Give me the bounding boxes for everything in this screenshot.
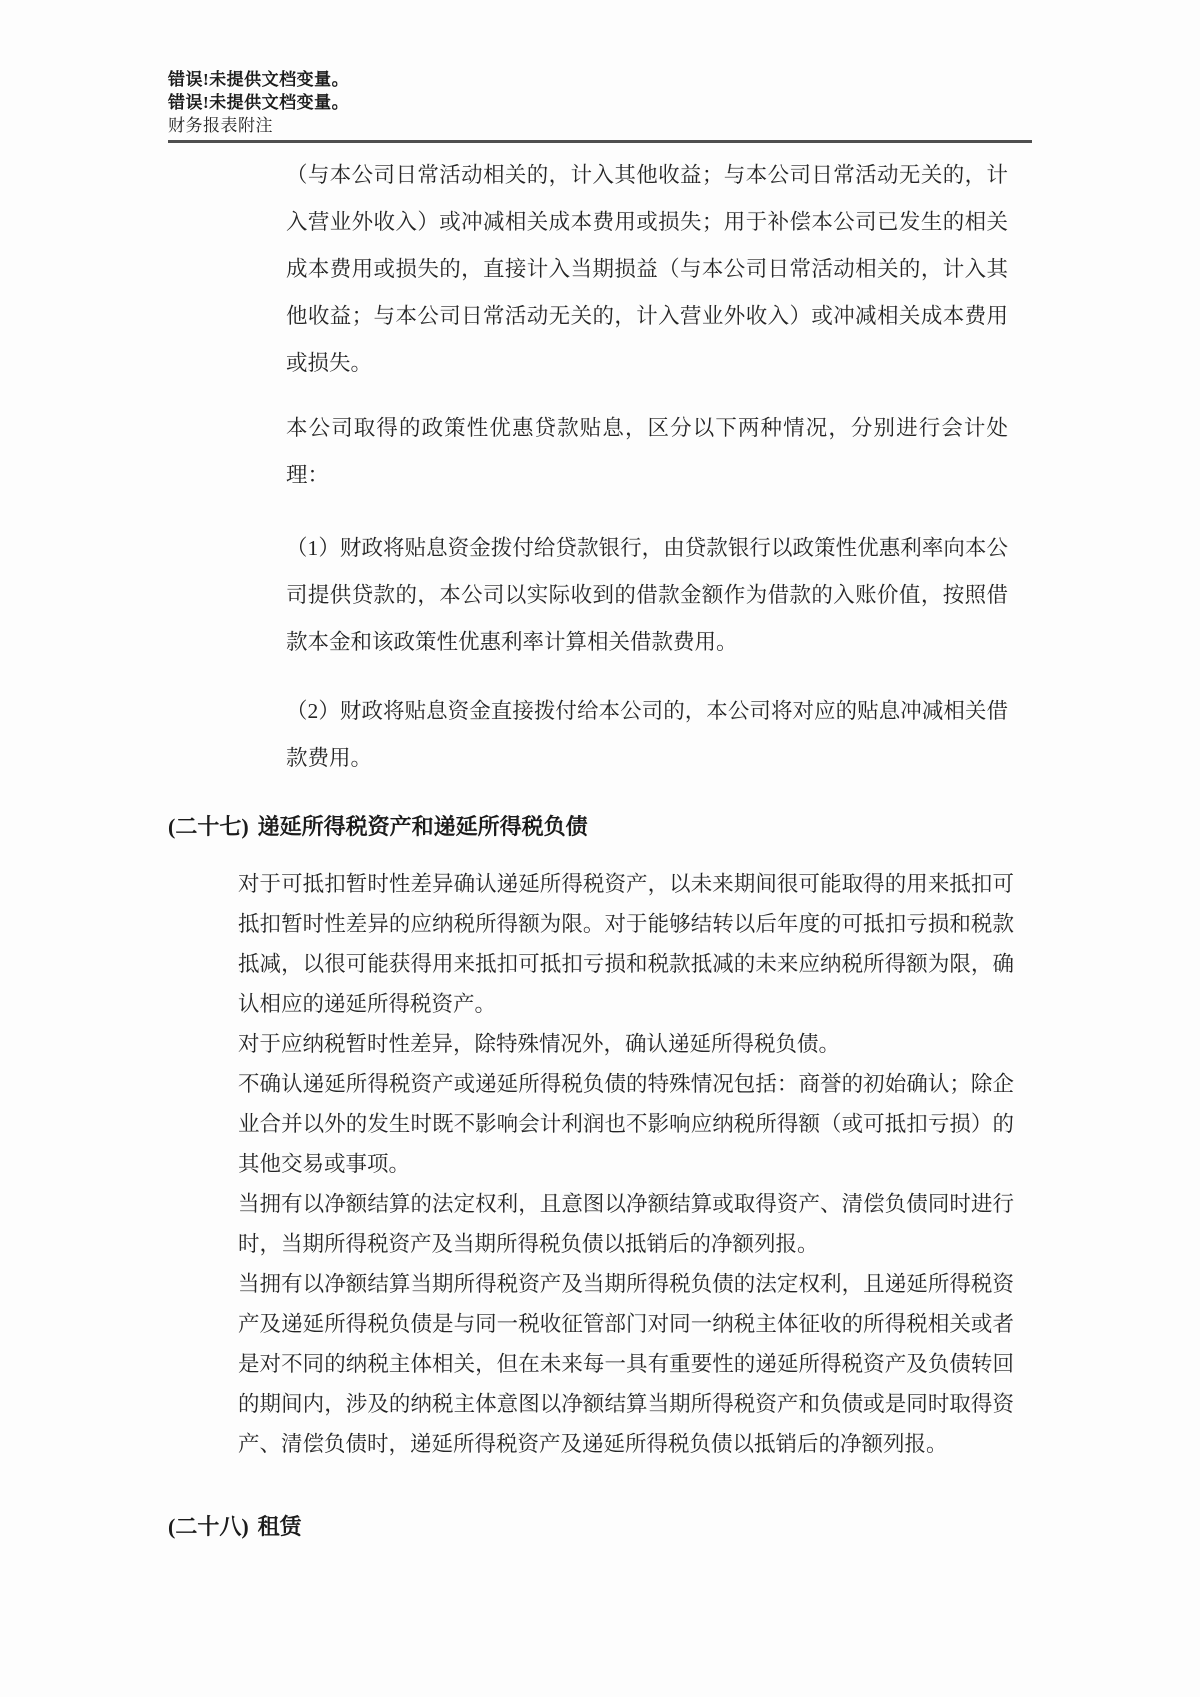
doc-subtitle: 财务报表附注 bbox=[168, 116, 273, 135]
section-28-number: (二十八) bbox=[168, 1514, 249, 1539]
header-divider-rule bbox=[168, 140, 1032, 143]
intro-paragraph-2: 本公司取得的政策性优惠贷款贴息，区分以下两种情况，分别进行会计处理： bbox=[286, 416, 1008, 487]
doc-variable-error-line-1: 错误!未提供文档变量。 bbox=[168, 70, 350, 89]
intro-paragraph-4: （2）财政将贴息资金直接拨付给本公司的，本公司将对应的贴息冲减相关借款费用。 bbox=[286, 699, 1008, 770]
section-27-paragraph-5: 当拥有以净额结算当期所得税资产及当期所得税负债的法定权利，且递延所得税资产及递延所得税负债是与同一税收征管部门对同一纳税主体征收的所得税相关或者是对不同的纳税主体相关，但在未来每一具有重要性的递延所得税资产及负债转回的期间内，涉及的纳税主体意图以净额结算当期所得税资产和负债或是同时取得资产、清偿负债时，递延所得税资产及递延所得税负债以抵销后的净额列报。 bbox=[238, 1272, 1014, 1456]
section-27-body bbox=[238, 864, 1014, 1464]
intro-paragraph-1: （与本公司日常活动相关的，计入其他收益；与本公司日常活动无关的，计入营业外收入）或冲减相关成本费用或损失；用于补偿本公司已发生的相关成本费用或损失的，直接计入当期损益（与本公司日常活动相关的，计入其他收益；与本公司日常活动无关的，计入营业外收入）或冲减相关成本费用或损失。 bbox=[286, 163, 1008, 375]
section-27-title: 递延所得税资产和递延所得税负债 bbox=[257, 814, 588, 839]
section-27-heading bbox=[168, 812, 588, 842]
section-27-paragraph-4: 当拥有以净额结算的法定权利，且意图以净额结算或取得资产、清偿负债同时进行时，当期所得税资产及当期所得税负债以抵销后的净额列报。 bbox=[238, 1192, 1014, 1256]
section-27-paragraph-1: 对于可抵扣暂时性差异确认递延所得税资产，以未来期间很可能取得的用来抵扣可抵扣暂时性差异的应纳税所得额为限。对于能够结转以后年度的可抵扣亏损和税款抵减，以很可能获得用来抵扣可抵扣亏损和税款抵减的未来应纳税所得额为限，确认相应的递延所得税资产。 bbox=[238, 872, 1014, 1016]
section-27-paragraph-3: 不确认递延所得税资产或递延所得税负债的特殊情况包括：商誉的初始确认；除企业合并以外的发生时既不影响会计利润也不影响应纳税所得额（或可抵扣亏损）的其他交易或事项。 bbox=[238, 1072, 1014, 1176]
intro-paragraph-3: （1）财政将贴息资金拨付给贷款银行，由贷款银行以政策性优惠利率向本公司提供贷款的，本公司以实际收到的借款金额作为借款的入账价值，按照借款本金和该政策性优惠利率计算相关借款费用。 bbox=[286, 536, 1008, 654]
section-28-title: 租赁 bbox=[257, 1514, 302, 1539]
section-27-number: (二十七) bbox=[168, 814, 249, 839]
doc-variable-error-line-2: 错误!未提供文档变量。 bbox=[168, 93, 350, 112]
section-28-heading bbox=[168, 1512, 302, 1542]
section-27-paragraph-2: 对于应纳税暂时性差异，除特殊情况外，确认递延所得税负债。 bbox=[238, 1032, 841, 1056]
document-header bbox=[168, 68, 1032, 137]
